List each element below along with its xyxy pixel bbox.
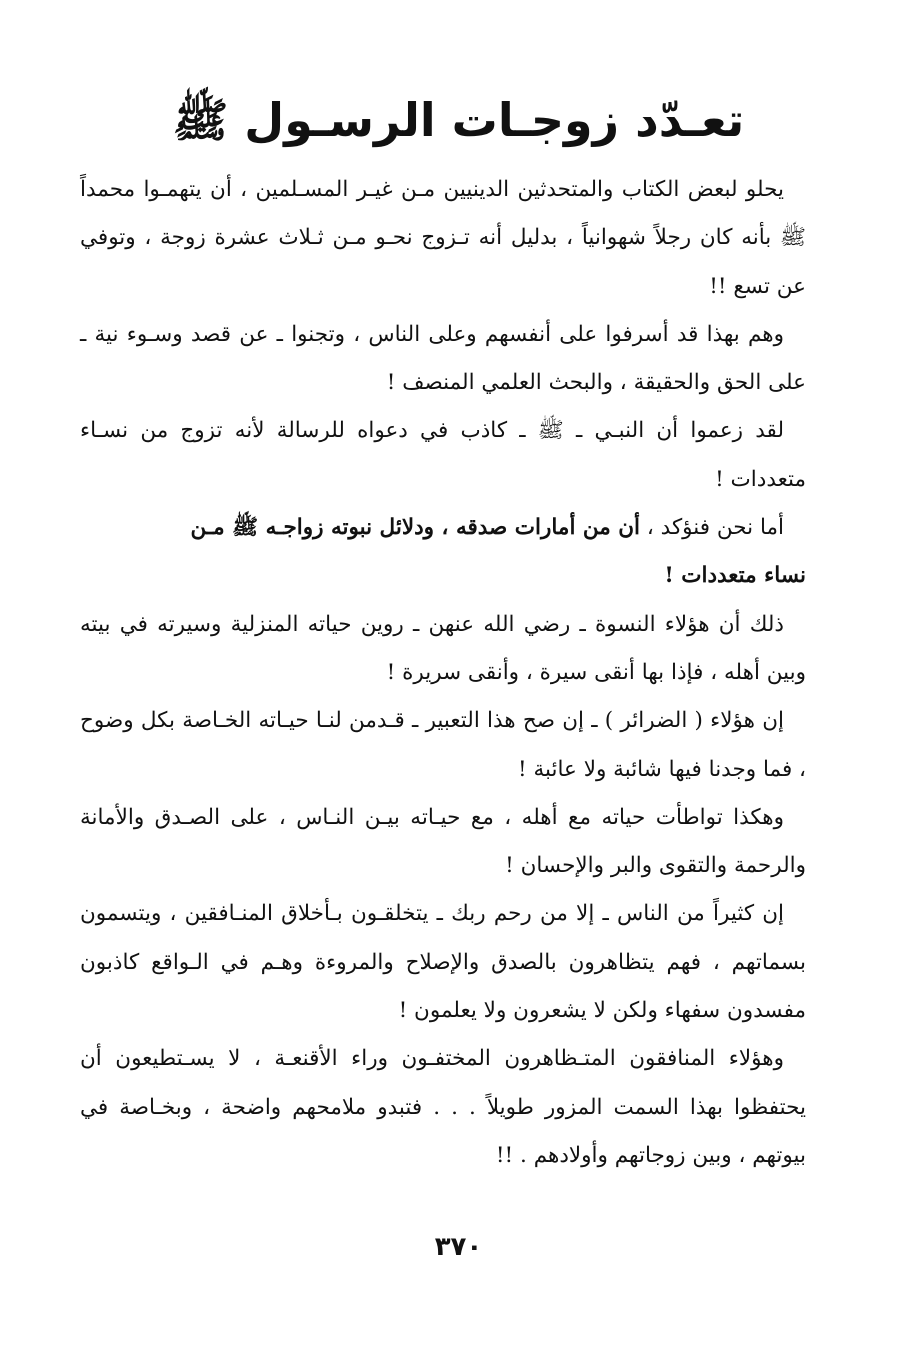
paragraph-4-continuation: نساء متعددات ! (664, 563, 806, 589)
paragraph-9: وهؤلاء المنافقون المتـظاهرون المختفـون وراء الأقنعـة ، لا يسـتطيعون أن يحتفظوا بهذا السمت المزور طويلاً . . . فتبدو ملامحهم واضحة ، وبخـاصة في بيوتهم ، وبين زوجاتهم وأولادهم . !! (80, 1046, 806, 1168)
paragraph-5: ذلك أن هؤلاء النسوة ـ رضي الله عنهن ـ روين حياته المنزلية وسيرته في بيته وبين أهله ، فإذا بها أنقى سيرة ، وأنقى سريرة ! (80, 611, 806, 685)
paragraph-4-lead: أما نحن فنؤكد ، (640, 515, 784, 541)
paragraph-7: وهكذا تواطأت حياته مع أهله ، مع حيـاته بيـن النـاس ، على الصـدق والأمانة والرحمة والتقوى والبر والإحسان ! (80, 804, 806, 879)
paragraph-3: لقد زعموا أن النبـي ـ ﷺ ـ كاذب في دعواه للرسالة لأنه تزوج من نسـاء متعددات ! (80, 418, 806, 492)
paragraph-4-bold: أن من أمارات صدقه ، ودلائل نبوته زواجـه ﷺ مـن (190, 515, 641, 541)
page-number: ٣٧٠ (434, 1232, 483, 1262)
paragraph-1: يحلو لبعض الكتاب والمتحدثين الدينيين مـن غيـر المسـلمين ، أن يتهمـوا محمداً ﷺ بأنه كان رجلاً شهوانياً ، بدليل أنه تـزوج نحـو مـن ثـلاث عشرة زوجة ، وتوفي عن تسع !! (80, 177, 806, 299)
page-title: تعـدّد زوجـات الرسـول ﷺ (172, 93, 745, 147)
body-text (80, 166, 806, 1180)
paragraph-2: وهم بهذا قد أسرفوا على أنفسهم وعلى الناس ، وتجنوا ـ عن قصد وسـوء نية ـ على الحق والحقيقة ، والبحث العلمي المنصف ! (80, 321, 806, 396)
paragraph-4 (80, 504, 806, 552)
paragraph-8: إن كثيراً من الناس ـ إلا من رحم ربك ـ يتخلقـون بـأخلاق المنـافقين ، ويتسمون بسماتهم ، فهم يتظاهرون بالصدق والإصلاح والمروءة وهـم في الـواقع كاذبون مفسدون سفهاء ولكن لا يشعرون ولا يعلمون ! (80, 901, 806, 1024)
paragraph-6: إن هؤلاء ( الضرائر ) ـ إن صح هذا التعبير ـ قـدمن لنـا حيـاته الخـاصة بكل وضوح ، فما وجدنا فيها شائبة ولا عائبة ! (80, 708, 806, 782)
